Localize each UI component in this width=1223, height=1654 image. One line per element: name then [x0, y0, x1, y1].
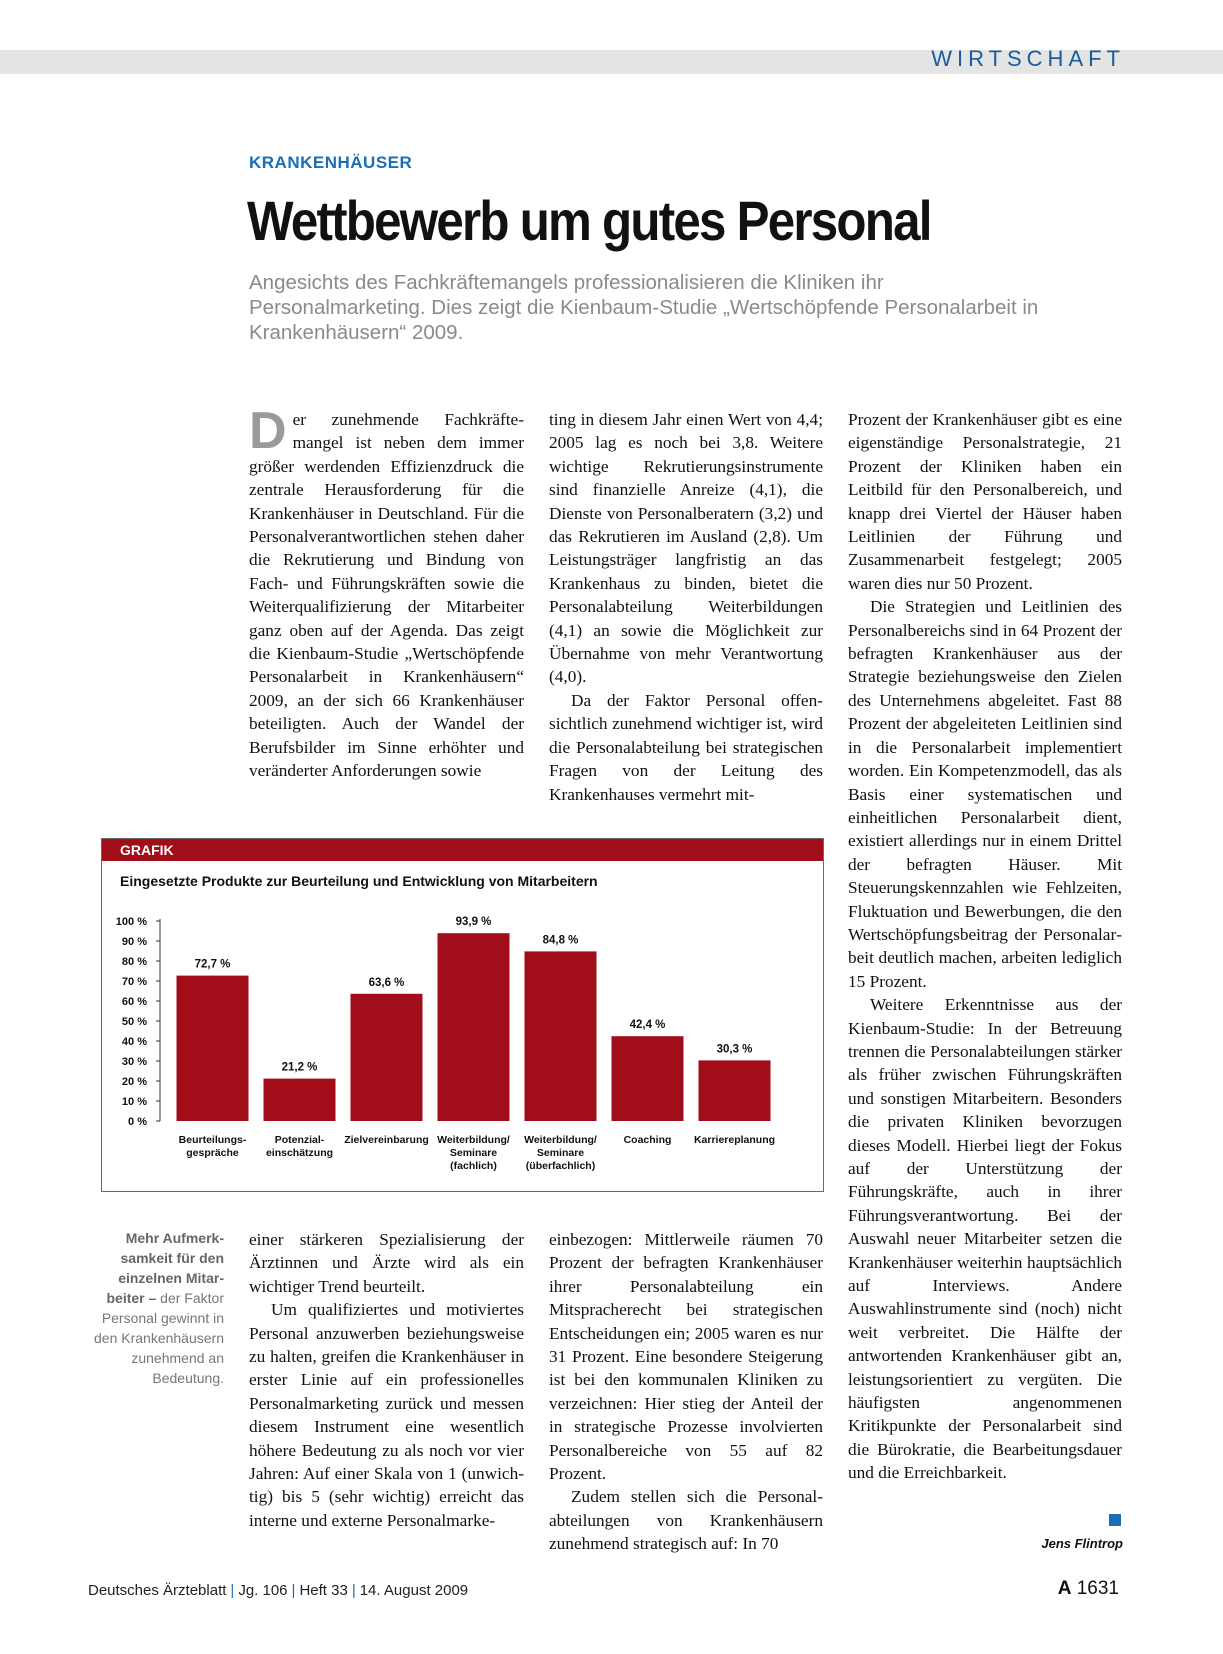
journal-issue: Heft 33 — [299, 1582, 348, 1599]
bar-value-label: 21,2 % — [281, 1061, 318, 1074]
y-tick-label: 30 % — [121, 1056, 147, 1068]
bar — [264, 1079, 336, 1121]
bar-value-label: 93,9 % — [455, 916, 492, 929]
category-label: Weiterbildung/ — [437, 1134, 510, 1146]
body-paragraph: ting in diesem Jahr einen Wert von 4,4; 2005 lag es noch bei 3,8. Weitere wichtige Rekrutierungsinstrumente sind finanzielle Anreize (4,1), die Dienste von Personalberatern (3,2) und das Rekrutieren im Ausland (2,8). Um Leistungsträger langfristig an das Krankenhaus zu binden, bietet die Personalabteilung Weiterbildungen (4,1) an sowie die Möglichkeit zur Übernahme von mehr Verantwortung (4,0). — [549, 410, 823, 687]
category-label: (fachlich) — [450, 1160, 497, 1172]
page-number-value: 1631 — [1076, 1578, 1119, 1599]
bar — [351, 994, 423, 1121]
category-label: Potenzial- — [274, 1134, 325, 1146]
y-tick-label: 80 % — [121, 956, 147, 968]
y-tick-label: 60 % — [121, 996, 147, 1008]
y-tick-label: 50 % — [121, 1016, 147, 1028]
y-tick-label: 40 % — [121, 1036, 147, 1048]
category-label: gespräche — [186, 1147, 239, 1159]
article-lead: Angesichts des Fachkräftemangels professionalisieren die Kliniken ihr Personalmarketing. Dies zeigt die Kienbaum-Studie „Wertschöpfende Personalarbeit in Krankenhäusern“ 2009. — [249, 271, 1039, 344]
footer-citation: Deutsches Ärzteblatt | Jg. 106 | Heft 33 | 14. August 2009 — [88, 1582, 469, 1599]
body-paragraph: Prozent der Krankenhäuser gibt es eine eigenständige Personalstrategie, 21 Prozent der Kliniken haben ein Leitbild für den Personalbereich, und knapp drei Viertel der Häuser haben Leitlinien der Führung und Zusammenarbeit festgelegt; 2005 waren dies nur 50 Prozent. — [848, 410, 1122, 593]
body-paragraph: Weitere Erkenntnisse aus der Kienbaum-Studie: In der Betreuung trennen die Personalabteilungen stärker als früher zwischen Führungskräften und sonstigen Mitarbeitern. Besonders die privaten Kliniken bevorzugen dieses Modell. Hierbei liegt der Fokus auf der Unterstützung der Führungskräfte, auch in ihrer Führungsverantwortung. Bei der Auswahl neuer Mitarbeiter setzen die Krankenhäuser weiterhin hauptsächlich auf Interviews. Andere Auswahlinstrumente sind (noch) nicht weit verbreitet. Die Hälfte der antwortenden Krankenhäuser gibt an, leistungsorientiert zu vergüten. Die häufigsten angenommenen Kritikpunkte der Personalarbeit sind die Bürokratie, die Bearbeitungsdauer und die Erreichbarkeit. — [848, 995, 1122, 1483]
caption-text: der Faktor Personal gewinnt in den Krankenhäusern zunehmend an Bedeutung. — [94, 1290, 224, 1386]
article-column-2-bottom — [549, 1228, 823, 1556]
article-kicker: KRANKENHÄUSER — [249, 153, 413, 172]
bar-value-label: 42,4 % — [629, 1019, 666, 1032]
y-tick-label: 90 % — [121, 936, 147, 948]
section-label: WIRTSCHAFT — [931, 46, 1125, 71]
body-paragraph: Da der Faktor Personal offensichtlich zunehmend wichtiger ist, wird die Personalabteilung bei strategischen Fragen von der Leitung des Krankenhauses vermehrt mit- — [549, 690, 823, 804]
bar-chart — [102, 839, 823, 1191]
article-column-3 — [848, 408, 1122, 1485]
page-prefix: A — [1057, 1578, 1072, 1599]
category-label: Seminare — [536, 1147, 585, 1159]
journal-volume: Jg. 106 — [238, 1582, 288, 1599]
article-column-1-top — [249, 402, 524, 783]
bar-value-label: 63,6 % — [368, 976, 405, 989]
page-number — [1058, 1578, 1119, 1600]
category-label: Weiterbildung/ — [524, 1134, 597, 1146]
bar — [177, 976, 249, 1121]
end-mark-icon — [1109, 1514, 1121, 1526]
journal-date: 14. August 2009 — [359, 1582, 469, 1599]
y-tick-label: 0 % — [128, 1116, 147, 1128]
bar-value-label: 30,3 % — [716, 1043, 753, 1056]
category-label: Karriereplanung — [693, 1134, 776, 1146]
y-tick-label: 10 % — [121, 1096, 147, 1108]
category-label: (überfachlich) — [525, 1160, 596, 1172]
chart-figure — [101, 838, 824, 1192]
body-paragraph: einer stärkeren Spezialisierung der Ärztinnen und Ärzte wird als ein wichtiger Trend beurteilt. — [249, 1230, 524, 1296]
article-column-2-top — [549, 408, 823, 806]
body-paragraph: einbezogen: Mittlerweile räumen 70 Prozent der befragten Krankenhäuser ihrer Personalabteilung ein Mitspracherecht bei strategischen Entscheidungen ein; 2005 waren es nur 31 Prozent. Eine besondere Steigerung ist bei den kommunalen Kliniken zu verzeichnen: Hier stieg der Anteil der in strategische Prozesse involvierten Personalbereiche von 55 auf 82 Prozent. — [549, 1230, 823, 1484]
article-column-1-bottom — [249, 1228, 524, 1532]
bar — [438, 933, 510, 1121]
chart-title: Eingesetzte Produkte zur Beurteilung und Entwicklung von Mitarbeitern — [120, 873, 598, 889]
y-tick-label: 70 % — [121, 976, 147, 988]
bar — [699, 1060, 771, 1121]
article-headline: Wettbewerb um gutes Personal — [247, 189, 931, 252]
drop-cap: D — [249, 402, 287, 460]
body-paragraph: Die Strategien und Leitlinien des Personalbereichs sind in 64 Prozent der befragten Krankenhäuser aus der Strategie beziehungsweise den Zielen des Unternehmens abgeleitet. Fast 88 Prozent der abgeleiteten Leitlinien sind in die Personalarbeit implementiert worden. Ein Kompetenzmodell, das als Basis einer systematischen und einheitlichen Personalarbeit dient, existiert allerdings nur in einem Drittel der befragten Häuser. Mit Steuerungskennzahlen wie Fehlzeiten, Fluktuation und Bewerbungen, die den Wertschöpfungsbeitrag der Personalarbeit deutlich machen, arbeiten lediglich 15 Prozent. — [848, 597, 1122, 991]
category-label: Zielvereinbarung — [344, 1134, 429, 1146]
category-label: Beurteilungs- — [178, 1134, 247, 1146]
caption-bold: Mehr Aufmerksamkeit für den einzelnen Mitarbeiter – — [106, 1230, 224, 1306]
y-tick-label: 100 % — [115, 916, 147, 928]
bar-value-label: 72,7 % — [194, 958, 231, 971]
article-author: Jens Flintrop — [1041, 1536, 1123, 1551]
figure-label: GRAFIK — [102, 839, 823, 861]
body-paragraph: er zunehmende Fachkräftemangel ist neben dem immer größer werdenden Effizienzdruck die zentrale Herausforderung für die Krankenhäuser in Deutschland. Für die Personalverantwortlichen stehen daher die Rekrutierung und Bindung von Fach- und Führungskräften sowie die Weiterqualifizierung der Mitarbeiter ganz oben auf der Agenda. Das zeigt die Kienbaum-Studie „Wertschöpfende Personalarbeit in Krankenhäusern“ 2009, an der sich 66 Krankenhäuser beteiligten. Auch der Wandel der Berufsbilder im Sinne erhöhter und veränderter Anforderungen sowie — [249, 410, 524, 781]
image-caption — [88, 1228, 224, 1388]
category-label: einschätzung — [265, 1147, 334, 1159]
category-label: Seminare — [449, 1147, 498, 1159]
y-tick-label: 20 % — [121, 1076, 147, 1088]
category-label: Coaching — [623, 1134, 672, 1146]
body-paragraph: Zudem stellen sich die Personalabteilungen von Krankenhäusern zunehmend strategisch auf: In 70 — [549, 1487, 823, 1554]
journal-name: Deutsches Ärzteblatt — [88, 1582, 227, 1599]
body-paragraph: Um qualifiziertes und motiviertes Personal anzuwerben beziehungsweise zu halten, greifen die Krankenhäuser in erster Linie auf ein professionelles Personalmarketing zurück und messen diesem Instrument eine wesentlich höhere Bedeutung zu als noch vor vier Jahren: Auf einer Skala von 1 (unwichtig) bis 5 (sehr wichtig) erreicht das interne und externe Personalmarke- — [249, 1300, 524, 1530]
bar — [525, 951, 597, 1121]
bar — [612, 1036, 684, 1121]
bar-value-label: 84,8 % — [542, 934, 579, 947]
